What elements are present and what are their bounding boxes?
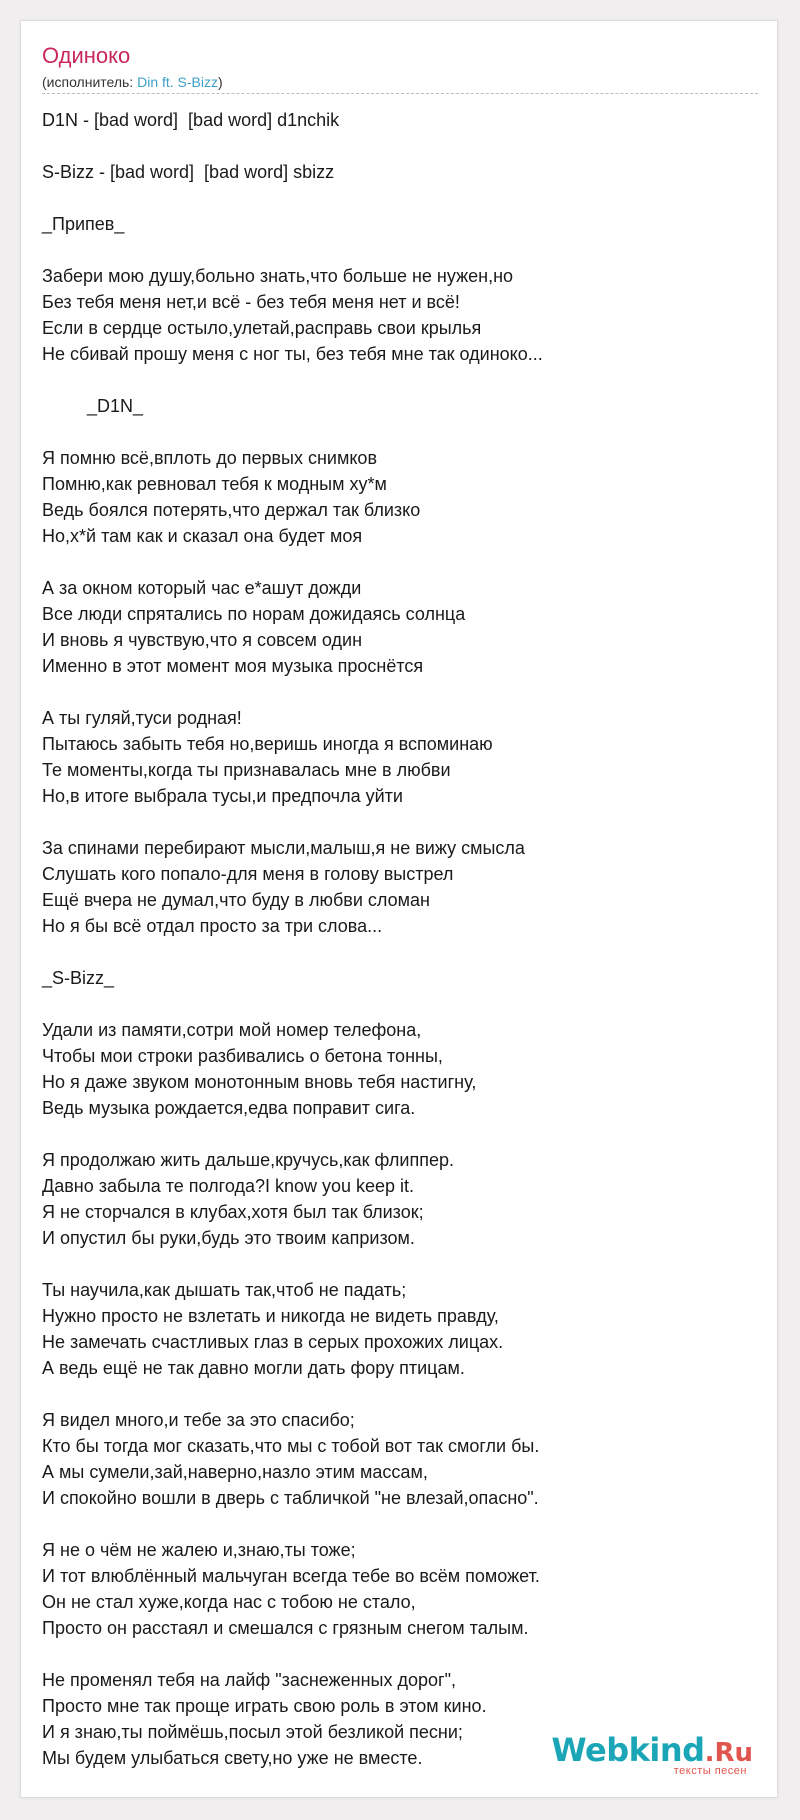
lyric-line: Ведь боялся потерять,что держал так близко [42,500,421,520]
lyric-line [42,1121,758,1147]
lyric-line [42,549,758,575]
lyric-line: И вновь я чувствую,что я совсем один [42,630,363,650]
lyric-line: _D1N_ [42,396,144,416]
lyric-line: Я не о чём не жалею и,знаю,ты тоже; [42,1540,356,1560]
lyric-line: Те моменты,когда ты признавалась мне в любви [42,760,451,780]
site-logo[interactable] [551,1731,753,1777]
lyrics-text [42,107,758,1771]
lyric-line: Именно в этот момент моя музыка проснётся [42,656,424,676]
lyric-line: Я не сторчался в клубах,хотя был так близок; [42,1202,424,1222]
lyric-line: D1N - [bad word] [bad word] d1nchik [42,110,340,130]
lyric-line: Ты научила,как дышать так,чтоб не падать; [42,1280,407,1300]
lyric-line [42,1641,758,1667]
lyric-line: Пытаюсь забыть тебя но,веришь иногда я вспоминаю [42,734,493,754]
lyric-line [42,133,758,159]
logo-brand: Webkind [551,1731,705,1769]
lyric-line [42,1511,758,1537]
lyric-line: Но,х*й там как и сказал она будет моя [42,526,363,546]
lyrics-card [20,20,778,1798]
lyric-line: Удали из памяти,сотри мой номер телефона, [42,1020,422,1040]
lyric-line: Ещё вчера не думал,что буду в любви сломан [42,890,430,910]
lyric-line: А ты гуляй,туси родная! [42,708,242,728]
performer-link[interactable]: Din ft. S-Bizz [137,74,218,90]
lyric-line: Я видел много,и тебе за это спасибо; [42,1410,355,1430]
lyric-line: А за окном который час е*ашут дожди [42,578,362,598]
logo-tld: .Ru [704,1738,753,1768]
lyric-line [42,237,758,263]
lyric-line: За спинами перебирают мысли,малыш,я не вижу смысла [42,838,525,858]
title-divider [42,93,758,94]
lyric-line: Не променял тебя на лайф "заснеженных дорог", [42,1670,456,1690]
lyric-line: А мы сумели,зай,наверно,назло этим массам, [42,1462,428,1482]
lyric-line [42,939,758,965]
lyric-line: Не замечать счастливых глаз в серых прохожих лицах. [42,1332,504,1352]
lyric-line: Мы будем улыбаться свету,но уже не вместе. [42,1748,423,1768]
lyric-line: Но,в итоге выбрала тусы,и предпочла уйти [42,786,403,806]
lyric-line [42,185,758,211]
lyric-line: Забери мою душу,больно знать,что больше не нужен,но [42,266,514,286]
lyric-line: Просто мне так проще играть свою роль в этом кино. [42,1696,487,1716]
lyric-line: А ведь ещё не так давно могли дать фору птицам. [42,1358,465,1378]
lyric-line: _S-Bizz_ [42,968,115,988]
lyric-line [42,991,758,1017]
performer-suffix: ) [218,74,223,90]
lyric-line [42,809,758,835]
lyric-line [42,1381,758,1407]
lyric-line: Без тебя меня нет,и всё - без тебя меня нет и всё! [42,292,460,312]
lyric-line: Если в сердце остыло,улетай,расправь свои крылья [42,318,482,338]
lyric-line: Не сбивай прошу меня с ног ты, без тебя мне так одиноко... [42,344,543,364]
lyric-line: Просто он расстаял и смешался с грязным снегом талым. [42,1618,529,1638]
lyric-line: И тот влюблённый мальчуган всегда тебе во всём поможет. [42,1566,540,1586]
lyric-line: Давно забыла те полгода?I know you keep it. [42,1176,415,1196]
lyric-line: Ведь музыка рождается,едва поправит сига. [42,1098,416,1118]
lyric-line: Но я бы всё отдал просто за три слова... [42,916,383,936]
lyric-line: Нужно просто не взлетать и никогда не видеть правду, [42,1306,499,1326]
song-title: Одиноко [42,43,131,68]
lyric-line: Чтобы мои строки разбивались о бетона тонны, [42,1046,443,1066]
performer-line [42,74,223,90]
lyric-line: Я помню всё,вплоть до первых снимков [42,448,378,468]
lyric-line: Помню,как ревновал тебя к модным ху*м [42,474,387,494]
performer-prefix: (исполнитель: [42,74,138,90]
lyric-line: _Припев_ [42,214,125,234]
lyric-line [42,1251,758,1277]
lyric-line: Он не стал хуже,когда нас с тобою не стало, [42,1592,416,1612]
lyric-line [42,419,758,445]
lyric-line [42,679,758,705]
lyric-line: S-Bizz - [bad word] [bad word] sbizz [42,162,335,182]
lyric-line: И спокойно вошли в дверь с табличкой "не влезай,опасно". [42,1488,539,1508]
lyric-line: Все люди спрятались по норам дожидаясь солнца [42,604,466,624]
lyric-line [42,367,758,393]
lyric-line: Я продолжаю жить дальше,кручусь,как флиппер. [42,1150,454,1170]
lyric-line: Слушать кого попало-для меня в голову выстрел [42,864,454,884]
lyric-line: И опустил бы руки,будь это твоим капризом. [42,1228,415,1248]
lyric-line: Но я даже звуком монотонным вновь тебя настигну, [42,1072,477,1092]
lyric-line: И я знаю,ты поймёшь,посыл этой безликой песни; [42,1722,463,1742]
lyric-line: Кто бы тогда мог сказать,что мы с тобой вот так смогли бы. [42,1436,540,1456]
logo-tagline: тексты песен [673,1765,747,1777]
